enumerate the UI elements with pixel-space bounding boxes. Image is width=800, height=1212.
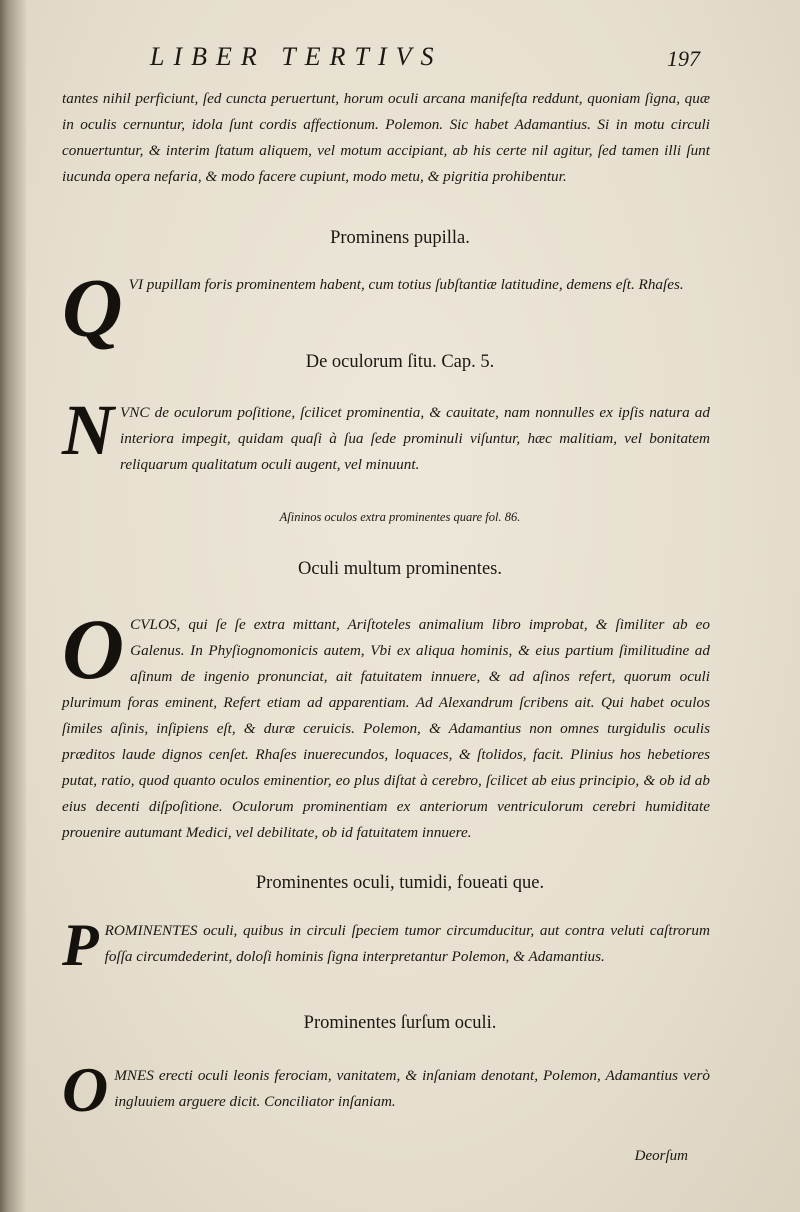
paragraph-sursum [62, 1054, 710, 1125]
paragraph-text: MNES erecti oculi leonis ferociam, vanitatem, & inſaniam denotant, Polemon, Adamantius verò ingluuiem arguere dicit. Conciliator inſaniam. [114, 1067, 710, 1110]
heading-prominens-pupilla: Prominens pupilla. [330, 228, 470, 248]
heading-de-oculorum-situ: De oculorum ſitu. Cap. 5. [305, 352, 495, 372]
heading-prominentes-sursum: Prominentes ſurſum oculi. [303, 1013, 497, 1033]
catchword: Deorſum [634, 1148, 688, 1164]
drop-cap: N [62, 390, 114, 470]
paragraph-text: VI pupillam foris prominentem habent, cum totius ſubſtantiæ latitudine, demens eſt. Rhaſes. [128, 276, 684, 293]
drop-cap: P [62, 912, 99, 978]
page-number: 197 [667, 46, 700, 71]
paragraph-pupilla [62, 262, 710, 355]
paragraph-multum-prominentes [62, 601, 710, 846]
paragraph-tumidi [62, 912, 710, 978]
drop-cap: O [62, 1054, 109, 1125]
paragraph-text: CVLOS, qui ſe ſe extra mittant, Ariſtoteles animalium libro improbat, & ſimiliter ab eo Galenus. In Phyſiognomonicis autem, Vbi ex aliqua hominis, & eius partium ſimilitudine ad aſinum de ingenio pronunciat, ait fatuitatem innuere, & ad aſinos refert, quorum oculi plurimum foras eminent, Refert etiam ad apparentiam. Ad Alexandrum ſcribens ait. Qui habet oculos ſimiles aſinis, inſipiens eſt, & duræ ceruicis. Polemon, & Adamantius non omnes turgidulis oculis præditos laude dignos cenſet. Rhaſes inuerecundos, loquaces, & ſtolidos, facit. Plinius hos hebetiores putat, ratio, quod quanto oculos eminentior, eo plus diſtat à cerebro, ſcilicet ab eius principio, & ob id ab eius decenti diſpoſitione. Oculorum prominentiam ex anteriorum ventriculorum cerebri humiditate prouenire autumant Medici, vel debilitate, ob id fatuitatem innuere. [62, 616, 710, 841]
paragraph-text: tantes nihil perficiunt, ſed cuncta peruertunt, horum oculi arcana manifeſta reddunt, quoniam ſigna, quæ in oculis cernuntur, idola ſunt cordis affectionum. Polemon. Sic habet Adamantius. Si in motu circuli conuertuntur, & interim ſtatum aliquem, vel motum accipiant, ab his certe nil agitur, ſed tamen illi ſunt iucunda opera nefaria, & modo facere cupiunt, modo metu, & pigritia prohibentur. [62, 90, 710, 185]
paragraph-text: VNC de oculorum poſitione, ſcilicet prominentia, & cauitate, nam nonnulles ex ipſis natura ad interiora impegit, quidam quaſi à ſua ſede prominuli viſuntur, hæc malitiam, vel bonitatem reliquarum qualitatum oculi augent, vel minuunt. [120, 404, 710, 473]
paragraph-de-situ [62, 390, 710, 478]
page-header [0, 42, 800, 82]
heading-oculi-multum-prominentes: Oculi multum prominentes. [298, 559, 502, 579]
drop-cap: Q [62, 262, 123, 355]
drop-cap: O [62, 601, 125, 697]
cross-reference: Aſininos oculos extra prominentes quare fol. 86. [279, 510, 521, 524]
heading-prominentes-tumidi: Prominentes oculi, tumidi, foueati que. [255, 873, 545, 893]
paragraph-intro [62, 86, 710, 190]
paragraph-text: ROMINENTES oculi, quibus in circuli ſpeciem tumor circumducitur, aut contra veluti caſtrorum foſſa circumdederint, doloſi hominis ſigna interpretantur Polemon, & Adamantius. [104, 922, 710, 965]
running-title: LIBER TERTIVS [150, 42, 443, 71]
